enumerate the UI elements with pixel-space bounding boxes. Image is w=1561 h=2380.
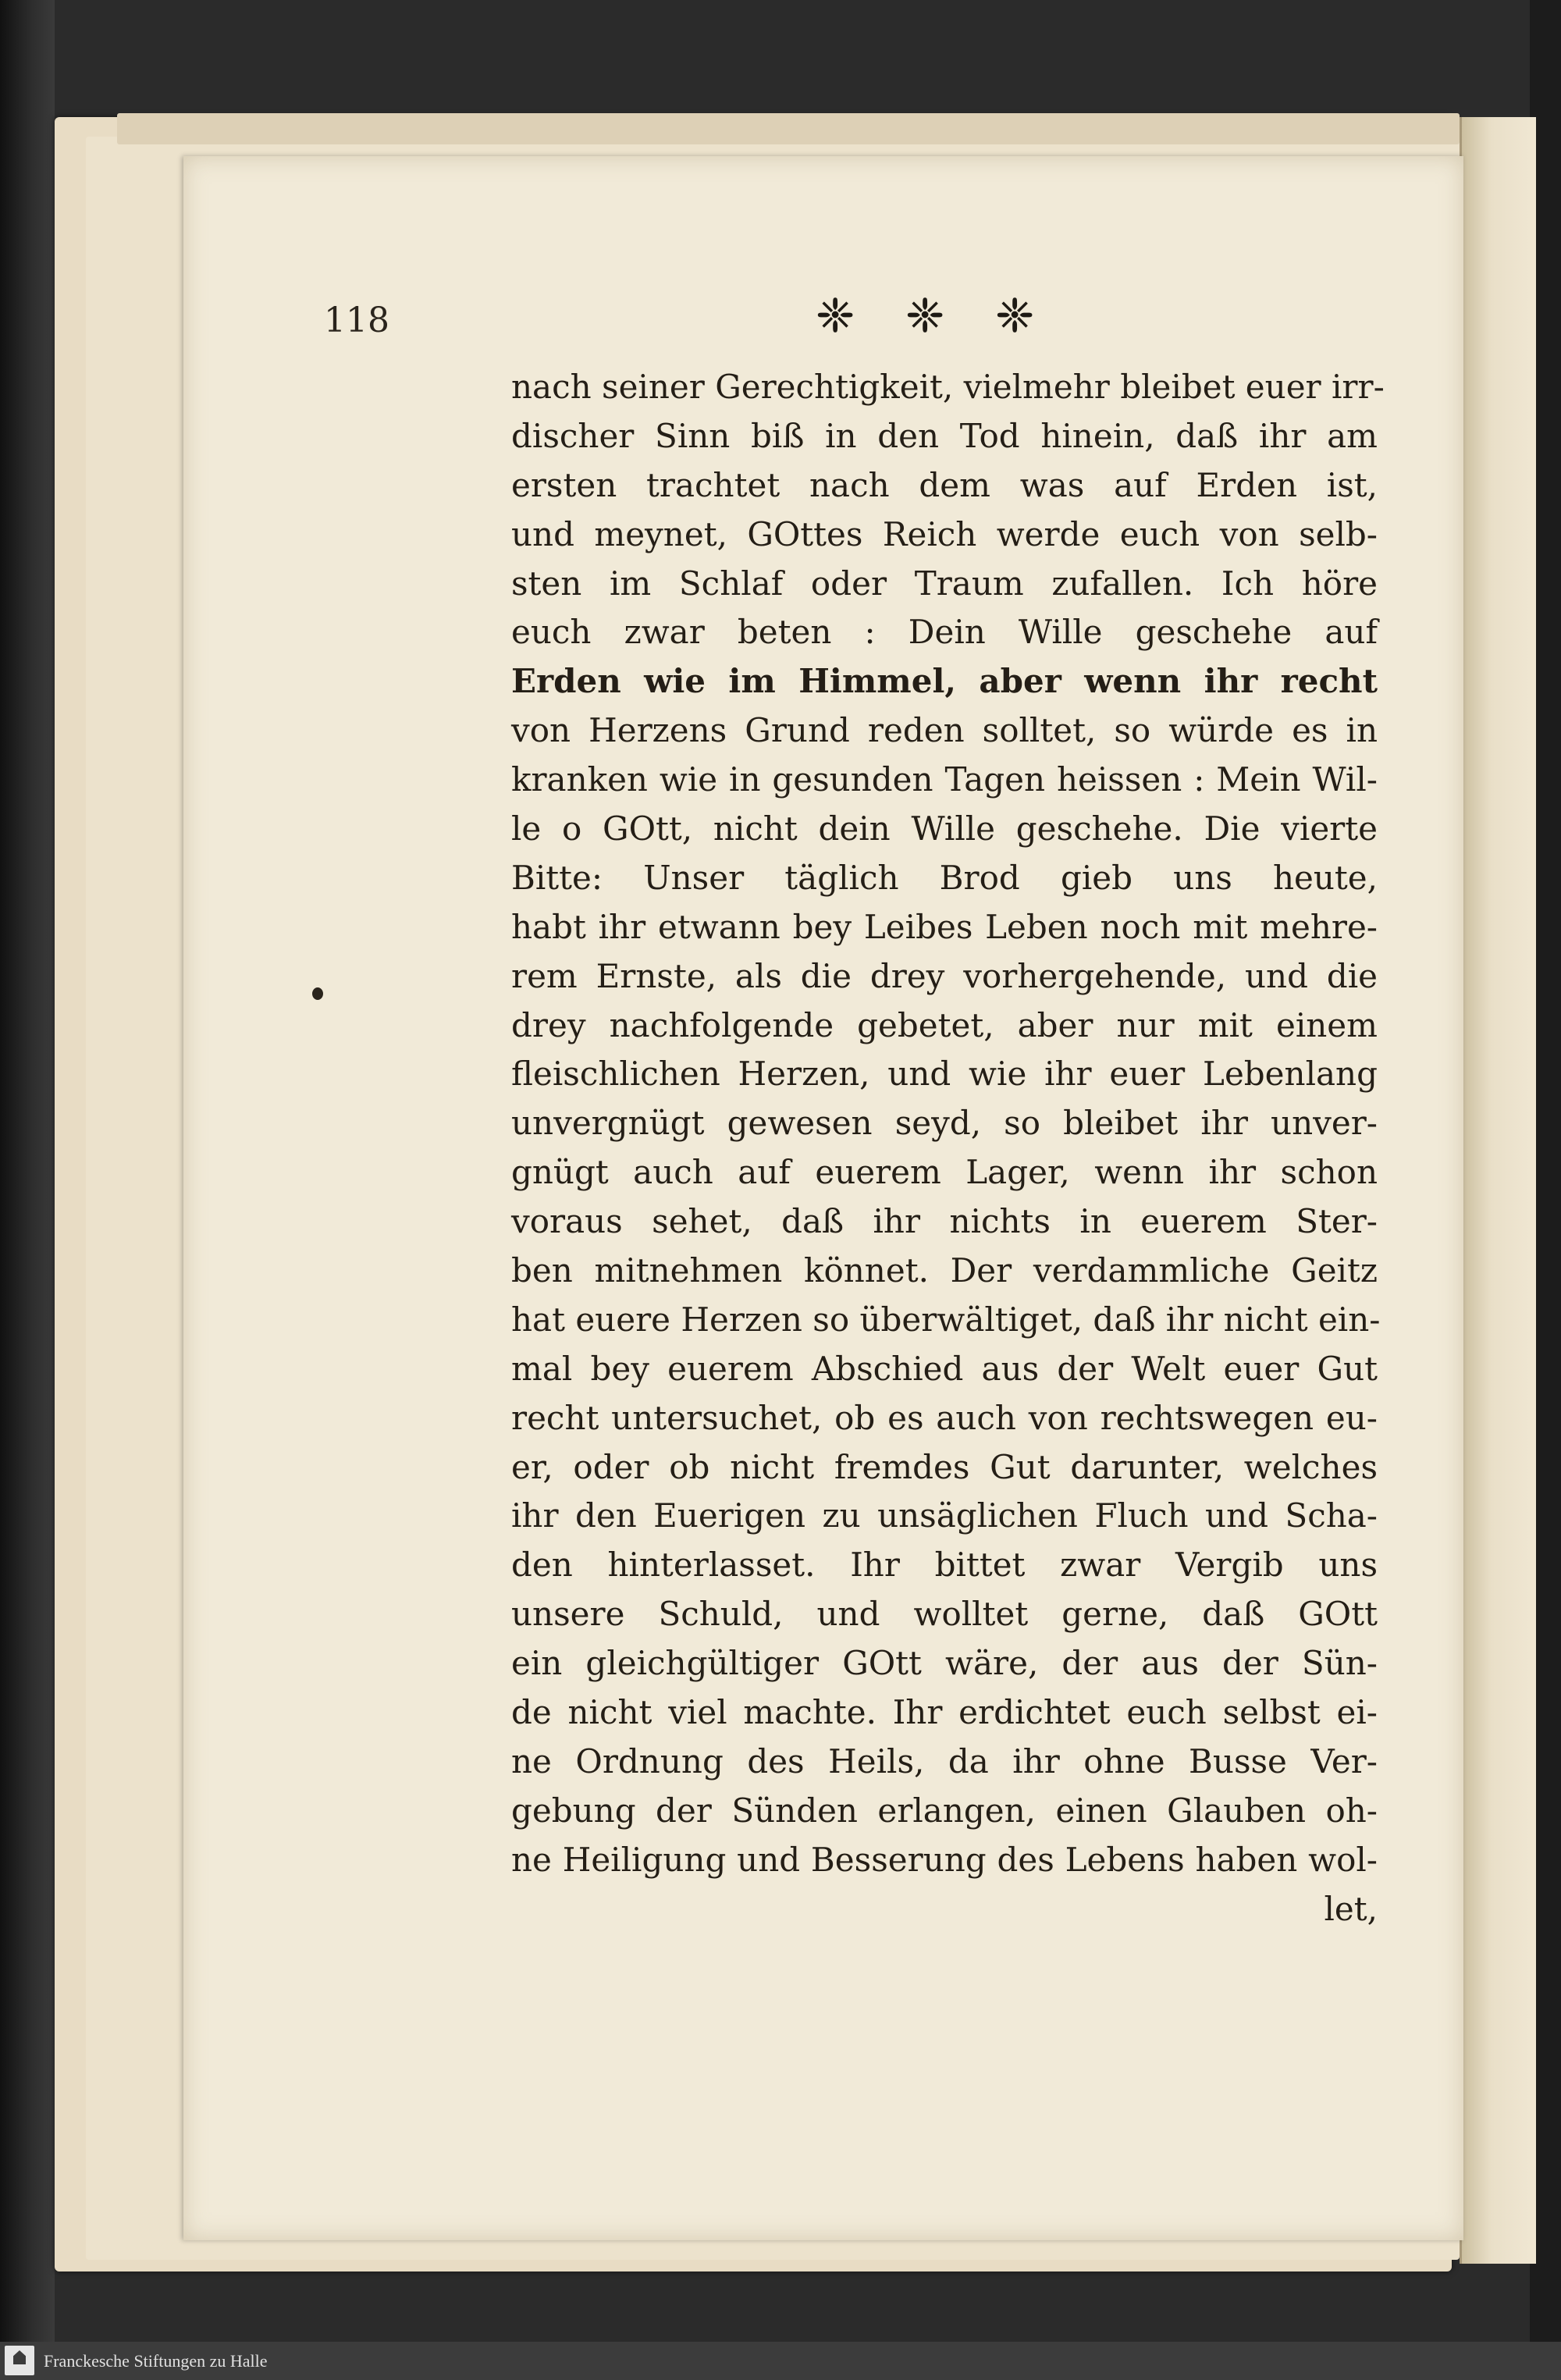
text-line: fleischlichen Herzen, und wie ihr euer Lebenlang — [511, 1055, 1378, 1094]
text-line: gebung der Sünden erlangen, einen Glauben oh- — [511, 1791, 1378, 1830]
text-line: ne Heiligung und Besserung des Lebens haben wol- — [511, 1840, 1378, 1879]
text-line: Bitte: Unser täglich Brod gieb uns heute, — [511, 858, 1378, 897]
text-line: ein gleichgültiger GOtt wäre, der aus der Sün- — [511, 1644, 1378, 1683]
text-line: kranken wie in gesunden Tagen heissen : Mein Wil- — [511, 760, 1378, 799]
text-line: sten im Schlaf oder Traum zufallen. Ich höre — [511, 564, 1378, 603]
text-line: euch zwar beten : Dein Wille geschehe auf — [511, 613, 1378, 652]
text-line: ihr den Euerigen zu unsäglichen Fluch und Scha- — [511, 1496, 1378, 1535]
text-line: er, oder ob nicht fremdes Gut darunter, welches — [511, 1447, 1378, 1486]
ornament-icon: ❈ — [995, 289, 1035, 343]
text-line: den hinterlasset. Ihr bittet zwar Vergib uns — [511, 1546, 1378, 1585]
page-number: 118 — [324, 301, 389, 340]
institution-logo-icon — [5, 2346, 34, 2375]
text-line: ne Ordnung des Heils, da ihr ohne Busse Ver- — [511, 1741, 1378, 1781]
footer-bar — [0, 2342, 1561, 2380]
text-line: habt ihr etwann bey Leibes Leben noch mit mehre- — [511, 907, 1378, 946]
text-line: drey nachfolgende gebetet, aber nur mit einem — [511, 1005, 1378, 1044]
text-line: und meynet, GOttes Reich werde euch von selb- — [511, 514, 1378, 553]
facing-page-edge — [1460, 117, 1536, 2264]
text-line: hat euere Herzen so überwältiget, daß ihr nicht ein- — [511, 1300, 1381, 1339]
text-line: mal bey euerem Abschied aus der Welt euer Gut — [511, 1349, 1378, 1388]
ornament-icon: ❈ — [905, 289, 945, 343]
footer-credit: Franckesche Stiftungen zu Halle — [44, 2351, 268, 2371]
text-line: de nicht viel machte. Ihr erdichtet euch selbst ei- — [511, 1693, 1378, 1732]
text-line: le o GOtt, nicht dein Wille geschehe. Die vierte — [511, 809, 1378, 848]
text-line: ben mitnehmen könnet. Der verdammliche Geitz — [511, 1251, 1378, 1290]
text-line: recht untersuchet, ob es auch von rechtswegen eu- — [511, 1398, 1378, 1437]
text-line: gnügt auch auf euerem Lager, wenn ihr schon — [511, 1153, 1378, 1192]
catchword: let, — [1324, 1889, 1378, 1928]
page-body-text — [511, 363, 1385, 1934]
page-header — [324, 289, 1370, 363]
text-line: Erden wie im Himmel, aber wenn ihr recht — [511, 662, 1378, 701]
text-line: rem Ernste, als die drey vorhergehende, und die — [511, 956, 1378, 995]
text-line: discher Sinn biß in den Tod hinein, daß ihr am — [511, 416, 1378, 455]
ornament-icon: ❈ — [816, 289, 855, 343]
scan-background-left — [0, 0, 55, 2342]
text-line: unsere Schuld, und wolltet gerne, daß GOtt — [511, 1595, 1378, 1634]
text-line: voraus sehet, daß ihr nichts in euerem Ster- — [511, 1202, 1378, 1241]
text-line: von Herzens Grund reden solltet, so würde es in — [511, 711, 1378, 750]
page-stack-edge — [117, 113, 1460, 144]
text-line: unvergnügt gewesen seyd, so bleibet ihr unver- — [511, 1104, 1378, 1143]
text-line: nach seiner Gerechtigkeit, vielmehr bleibet euer irr- — [511, 368, 1385, 406]
ink-mark — [312, 987, 323, 1000]
text-line: ersten trachtet nach dem was auf Erden ist, — [511, 465, 1378, 504]
